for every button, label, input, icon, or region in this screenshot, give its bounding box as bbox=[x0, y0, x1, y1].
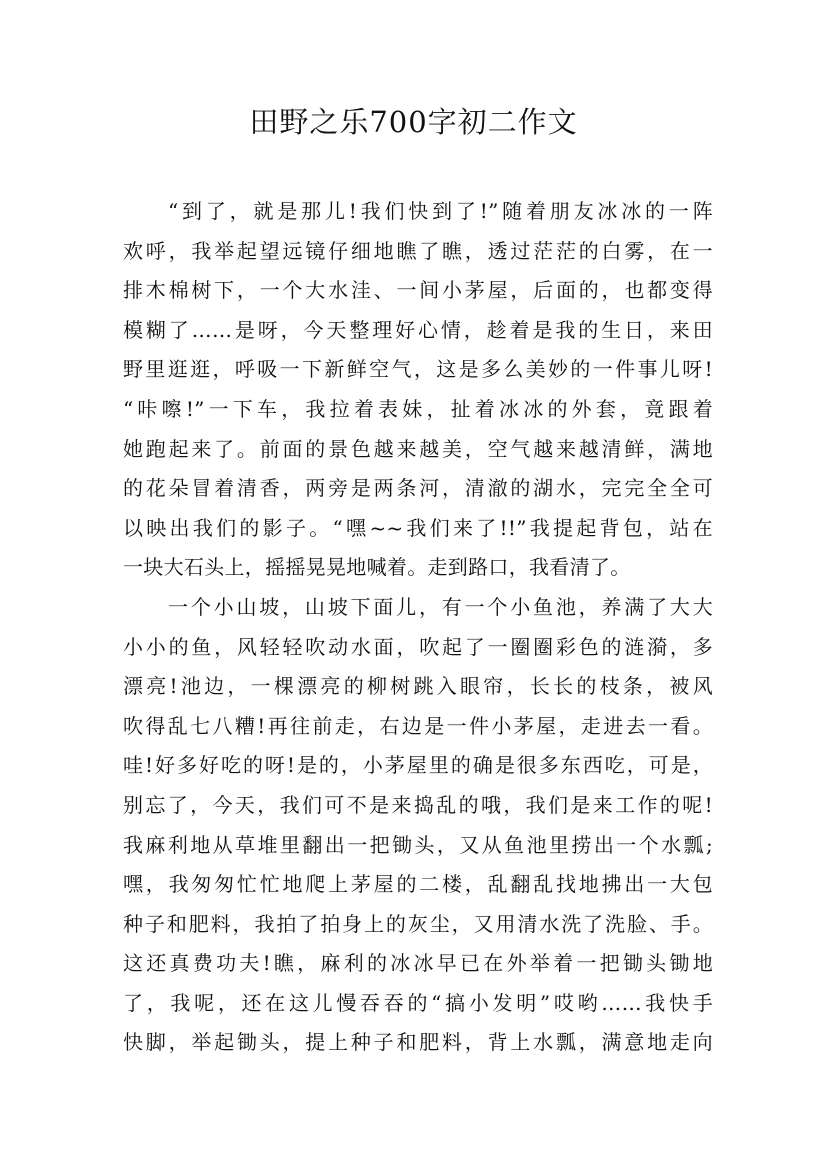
paragraph-2-line-5: 哇!好多好吃的呀!是的，小茅屋里的确是很多东西吃，可是， bbox=[123, 753, 713, 778]
paragraph-1-line-9: 以映出我们的影子。“嘿~~我们来了!!”我提起背包，站在 bbox=[123, 515, 713, 540]
paragraph-2-line-8: 嘿，我匆匆忙忙地爬上茅屋的二楼，乱翻乱找地拂出一大包 bbox=[123, 872, 713, 897]
paragraph-1-line-3: 排木棉树下，一个大水洼、一间小茅屋，后面的，也都变得 bbox=[123, 278, 713, 303]
paragraph-1-line-6: “咔嚓!”一下车，我拉着表妹，扯着冰冰的外套，竟跟着 bbox=[123, 396, 713, 421]
paragraph-1-line-4: 模糊了……是呀，今天整理好心情，趁着是我的生日，来田 bbox=[123, 317, 713, 342]
paragraph-2-line-4: 吹得乱七八糟!再往前走，右边是一件小茅屋，走进去一看。 bbox=[123, 713, 713, 738]
paragraph-2-line-3: 漂亮!池边，一棵漂亮的柳树跳入眼帘，长长的枝条，被风 bbox=[123, 674, 713, 699]
paragraph-1-line-7: 她跑起来了。前面的景色越来越美，空气越来越清鲜，满地 bbox=[123, 436, 713, 461]
paragraph-2-line-11: 了，我呢，还在这儿慢吞吞的“搞小发明”哎哟……我快手 bbox=[123, 990, 713, 1015]
paragraph-2-line-10: 这还真费功夫!瞧，麻利的冰冰早已在外举着一把锄头锄地 bbox=[123, 951, 713, 976]
document-body bbox=[123, 192, 713, 1063]
paragraph-2-line-7: 我麻利地从草堆里翻出一把锄头，又从鱼池里捞出一个水瓢; bbox=[123, 832, 713, 857]
paragraph-1-line-8: 的花朵冒着清香，两旁是两条河，清澈的湖水，完完全全可 bbox=[123, 476, 713, 501]
paragraph-1-line-10: 一块大石头上，摇摇晃晃地喊着。走到路口，我看清了。 bbox=[123, 555, 631, 580]
paragraph-2-line-1: 一个小山坡，山坡下面儿，有一个小鱼池，养满了大大 bbox=[168, 594, 713, 619]
paragraph-1-line-5: 野里逛逛，呼吸一下新鲜空气，这是多么美妙的一件事儿呀! bbox=[123, 357, 713, 382]
paragraph-1-line-1: “到了，就是那儿!我们快到了!”随着朋友冰冰的一阵 bbox=[168, 199, 713, 223]
paragraph-2-line-6: 别忘了，今天，我们可不是来捣乱的哦，我们是来工作的呢! bbox=[123, 792, 713, 817]
document-title: 田野之乐700字初二作文 bbox=[249, 105, 578, 139]
paragraph-2-line-2: 小小的鱼，风轻轻吹动水面，吹起了一圈圈彩色的涟漪，多 bbox=[123, 634, 713, 659]
paragraph-2-line-12: 快脚，举起锄头，提上种子和肥料，背上水瓢，满意地走向 bbox=[123, 1030, 713, 1055]
paragraph-2-line-9: 种子和肥料，我拍了拍身上的灰尘，又用清水洗了洗脸、手。 bbox=[123, 911, 713, 936]
paragraph-1-line-2: 欢呼，我举起望远镜仔细地瞧了瞧，透过茫茫的白雾，在一 bbox=[123, 238, 713, 263]
